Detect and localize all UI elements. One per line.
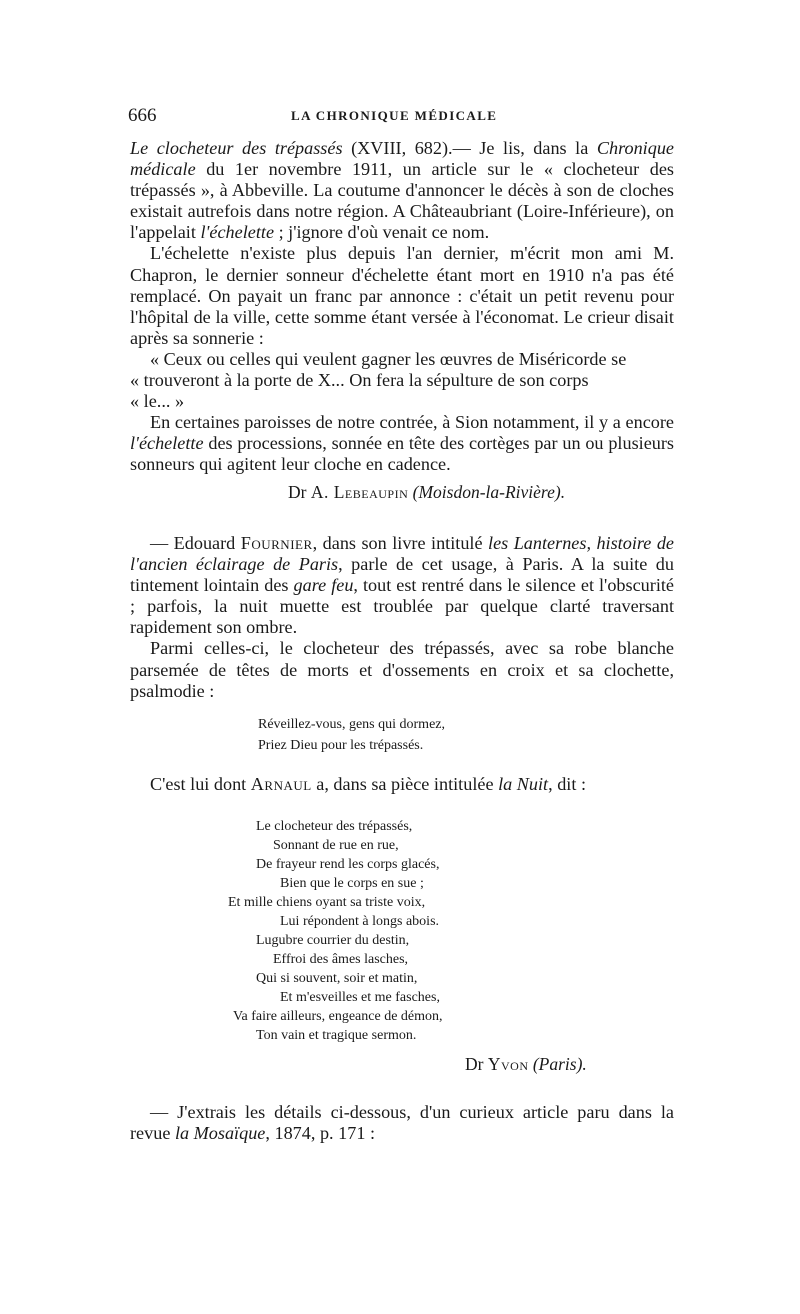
poem-line: Va faire ailleurs, engeance de démon, [233, 1009, 443, 1024]
poem-line: Ton vain et tragique sermon. [256, 1028, 417, 1043]
poem-line: Et mille chiens oyant sa triste voix, [228, 895, 426, 910]
verse-line: Priez Dieu pour les trépassés. [258, 738, 424, 753]
verse-line: Réveillez-vous, gens qui dormez, [258, 717, 446, 732]
signature-lebeaupin: Dr A. Lebeaupin (Moisdon-la-Rivière). [288, 482, 566, 502]
short-verse [258, 716, 558, 756]
paragraph-echelette: L'échelette n'existe plus depuis l'an dernier, m'écrit mon ami M. Chapron, le dernier sonneur d'échelette étant mort en 1910 n'a pas été remplacé. On payait un franc par annonce : c'était un petit revenu pour l'hôpital de la ville, cette somme étant versée à l'économat. Le crieur disait après sa sonnerie : [130, 243, 674, 348]
paragraph-fournier: — Edouard Fournier, dans son livre intitulé les Lanternes, histoire de l'ancien éclairage de Paris, parle de cet usage, à Paris. A la suite du tintement lointain des gare feu, tout est rentré dans le silence et l'obscurité ; parfois, la nuit muette est troublée par quelque clarté traversant rapidement son ombre. [130, 533, 674, 638]
page-number: 666 [128, 105, 157, 126]
paragraph-intro: Le clocheteur des trépassés (XVIII, 682).— Je lis, dans la Chronique médicale du 1er novembre 1911, un article sur le « clocheteur des trépassés », à Abbeville. La coutume d'annoncer le décès à son de cloches existait autrefois dans notre région. A Châteaubriant (Loire-Inférieure), on l'appelait l'échelette ; j'ignore d'où venait ce nom. [130, 138, 674, 243]
poem-line: Qui si souvent, soir et matin, [256, 971, 418, 986]
section-clocheteur [130, 138, 674, 476]
book-title: les Lanternes, histoire de l'ancien éclairage de Paris [130, 533, 674, 575]
article-title: Le clocheteur des trépassés [130, 138, 343, 158]
running-title: LA CHRONIQUE MÉDICALE [291, 108, 498, 123]
section-fournier [130, 533, 674, 702]
poem-line: Lui répondent à longs abois. [280, 914, 440, 929]
paragraph-processions: En certaines paroisses de notre contrée, à Sion notamment, il y a encore l'échelette des processions, sonnée en tête des cortèges par un ou plusieurs sonneurs qui agitent leur cloche en cadence. [130, 412, 674, 475]
poem-line: Effroi des âmes lasches, [273, 952, 409, 967]
quote-line-3: « le... » [130, 391, 185, 412]
poem-line: De frayeur rend les corps glacés, [256, 857, 440, 872]
paragraph-mosaique: — J'extrais les détails ci-dessous, d'un curieux article paru dans la revue la Mosaïque, 1874, p. 171 : [130, 1102, 674, 1144]
quote-line-1: « Ceux ou celles qui veulent gagner les œuvres de Miséricorde se [150, 348, 627, 369]
paragraph-arnaul: C'est lui dont Arnaul a, dans sa pièce intitulée la Nuit, dit : [150, 774, 587, 794]
journal-name: Chronique médicale [130, 138, 674, 180]
poem-line: Et m'esveilles et me fasches, [280, 990, 440, 1005]
quote-line-2: « trouveront à la porte de X... On fera la sépulture de son corps [130, 370, 589, 391]
poem-line: Bien que le corps en sue ; [280, 876, 424, 891]
paragraph-parmi: Parmi celles-ci, le clocheteur des trépassés, avec sa robe blanche parsemée de têtes de morts et d'ossements en croix et sa clochette, psalmodie : [130, 638, 674, 701]
poem-la-nuit [228, 818, 548, 1048]
page-header [128, 105, 673, 129]
poem-line: Sonnant de rue en rue, [273, 838, 399, 853]
poem-line: Lugubre courrier du destin, [256, 933, 410, 948]
poem-line: Le clocheteur des trépassés, [256, 819, 413, 834]
signature-yvon: Dr Yvon (Paris). [465, 1054, 587, 1074]
section-mosaique [130, 1102, 674, 1144]
